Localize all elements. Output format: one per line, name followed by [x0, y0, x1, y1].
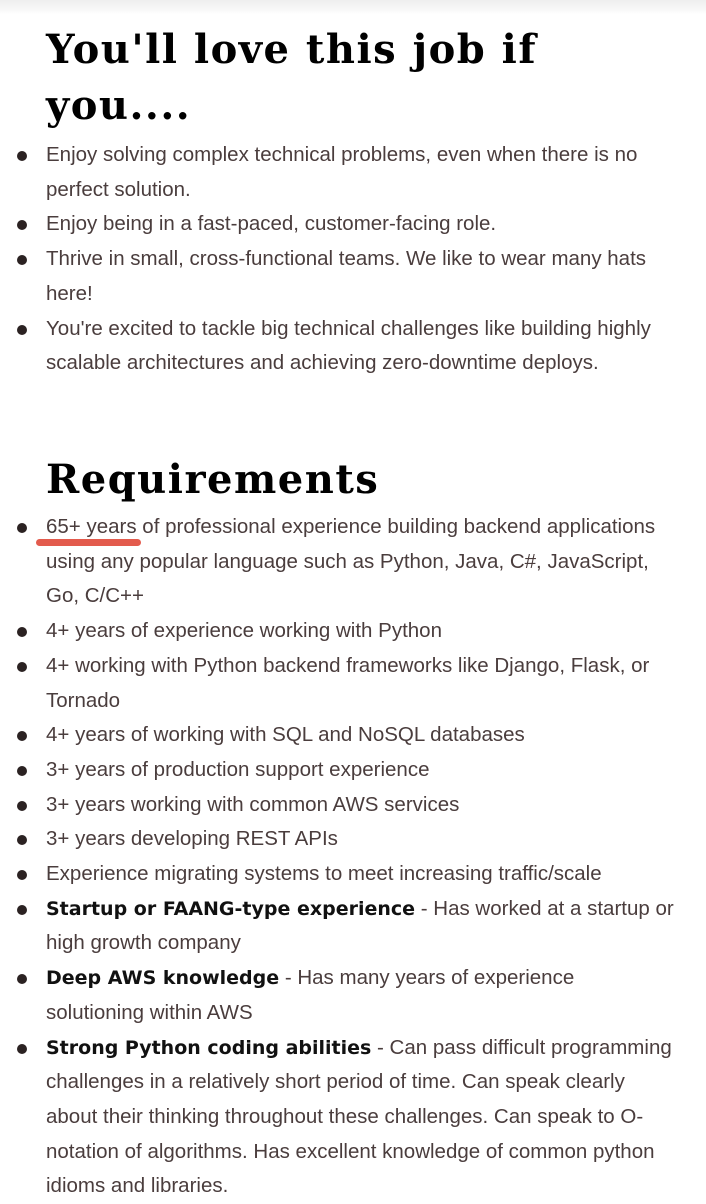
list-item: You're excited to tackle big technical challenges like building highly scalable architectures and achieving zero-downtime deploys. — [0, 312, 706, 381]
list-item: 3+ years developing REST APIs — [0, 822, 706, 857]
list-item-bold-lead: Deep AWS knowledge — [46, 967, 280, 990]
requirements-list — [0, 510, 706, 1204]
list-item-text: of professional experience building backend applications using any popular language such as Python, Java, C#, JavaScript, Go, C/C++ — [46, 515, 656, 608]
list-item-bold-lead: Startup or FAANG-type experience — [46, 897, 416, 920]
list-item-bold-lead: Strong Python coding abilities — [46, 1036, 372, 1059]
list-item: 4+ years of experience working with Python — [0, 614, 706, 649]
list-item: 4+ working with Python backend frameworks like Django, Flask, or Tornado — [0, 649, 706, 718]
list-item: 4+ years of working with SQL and NoSQL databases — [0, 718, 706, 753]
section-heading-requirements: Requirements — [46, 456, 380, 503]
list-item — [0, 961, 706, 1030]
highlighted-years-text: 65+ years — [46, 515, 137, 538]
list-item: 3+ years working with common AWS services — [0, 788, 706, 823]
list-item-text: - Has worked at a startup or high growth company — [46, 896, 674, 955]
top-edge-shadow — [0, 0, 706, 14]
love-list — [0, 138, 706, 381]
list-item — [0, 1031, 706, 1204]
list-item: Thrive in small, cross-functional teams. We like to wear many hats here! — [0, 242, 706, 311]
list-item — [0, 892, 706, 961]
list-item: Experience migrating systems to meet increasing traffic/scale — [0, 857, 706, 892]
red-underline-annotation — [36, 539, 141, 546]
section-heading-love: You'll love this job if you.... — [46, 26, 538, 129]
list-item: Enjoy being in a fast-paced, customer-facing role. — [0, 207, 706, 242]
highlighted-years — [46, 515, 137, 538]
list-item-text: - Has many years of experience solutioning within AWS — [46, 966, 575, 1024]
list-item-text: - Can pass difficult programming challenges in a relatively short period of time. Can speak clearly about their thinking throughout these challenges. Can speak to O-notation of algorithms. Has excellent knowledge of common python idioms and libraries. — [46, 1035, 672, 1198]
list-item — [0, 510, 706, 614]
list-item: Enjoy solving complex technical problems, even when there is no perfect solution. — [0, 138, 706, 207]
list-item: 3+ years of production support experience — [0, 753, 706, 788]
